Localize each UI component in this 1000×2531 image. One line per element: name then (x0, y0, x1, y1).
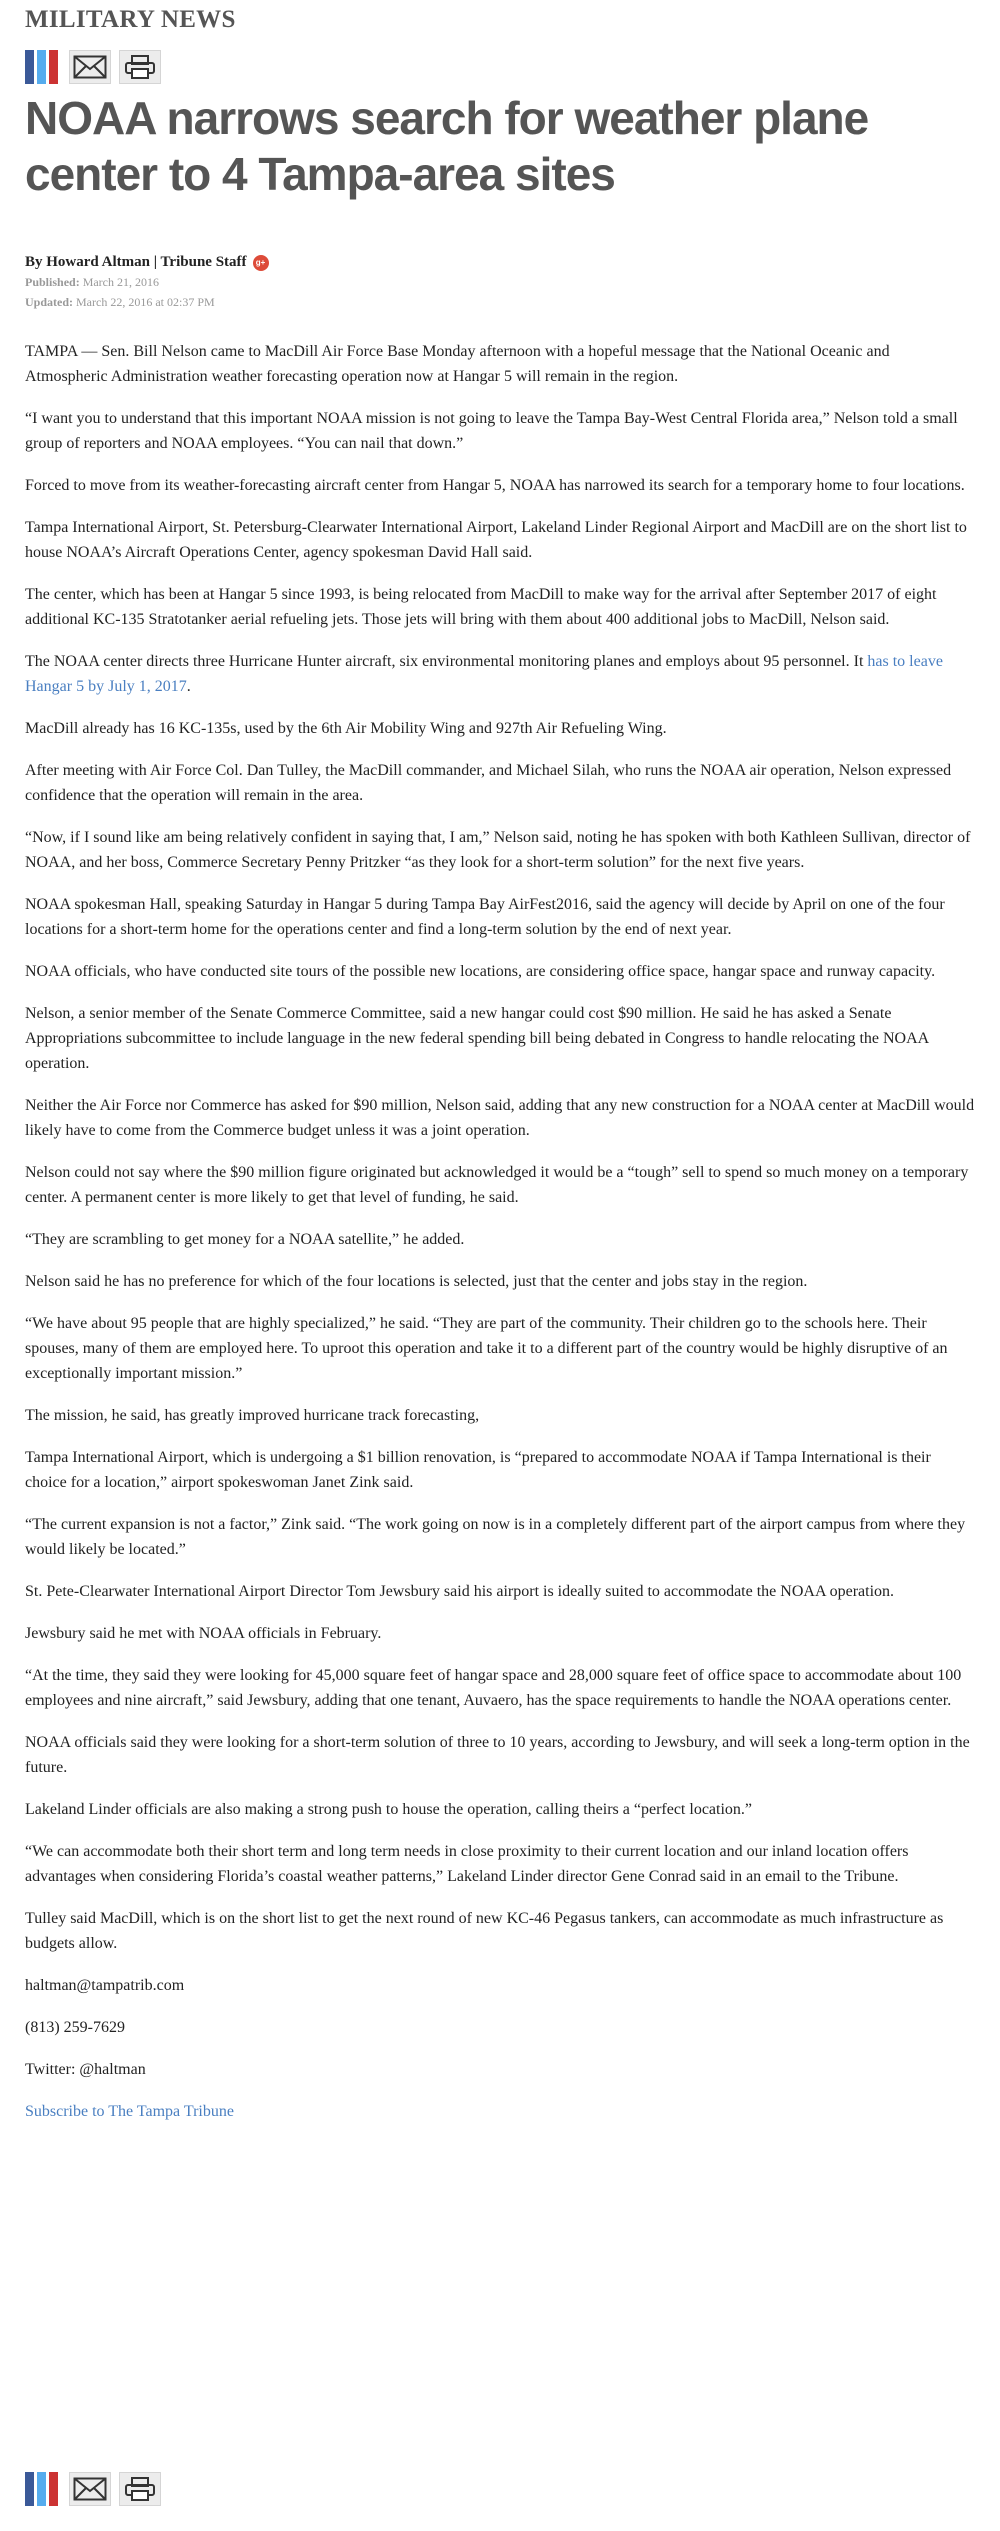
hangar-deadline-link[interactable]: has to leave Hangar 5 by July 1, 2017 (25, 653, 943, 695)
social-share-icon[interactable] (25, 2472, 61, 2506)
paragraph: Tampa International Airport, which is undergoing a $1 billion renovation, is “prepared to accommodate NOAA if Tampa International is their choice for a location,” airport spokeswoman Janet Zink said. (25, 1449, 931, 1491)
paragraph: “Now, if I sound like am being relatively confident in saying that, I am,” Nelson said, noting he has spoken with both Kathleen Sullivan, director of NOAA, and her boss, Commerce Secretary Penny Pritzker “as they look for a short-term solution” for the next five years. (25, 829, 971, 871)
google-plus-icon[interactable]: g+ (253, 255, 269, 271)
paragraph: The mission, he said, has greatly improved hurricane track forecasting, (25, 1407, 480, 1424)
paragraph: “We have about 95 people that are highly specialized,” he said. “They are part of the community. Their children go to the schools here. Their spouses, many of them are employed here. To uproot this operation and take it to a different part of the country would be highly disruptive of an exceptionally important mission.” (25, 1315, 948, 1382)
section-label: MILITARY NEWS (25, 6, 236, 33)
updated-date: Updated: March 22, 2016 at 02:37 PM (25, 295, 215, 309)
paragraph: NOAA officials said they were looking for a short-term solution of three to 10 years, according to Jewsbury, and will seek a long-term option in the future. (25, 1734, 970, 1776)
paragraph: “They are scrambling to get money for a NOAA satellite,” he added. (25, 1231, 465, 1248)
byline (25, 254, 269, 271)
paragraph: “The current expansion is not a factor,” Zink said. “The work going on now is in a completely different part of the airport campus from where they would likely be located.” (25, 1516, 966, 1558)
share-toolbar-top (25, 50, 161, 84)
mail-icon[interactable] (69, 2472, 111, 2506)
print-icon[interactable] (119, 2472, 161, 2506)
article-body (25, 339, 975, 2124)
paragraph: Tulley said MacDill, which is on the short list to get the next round of new KC-46 Pegasus tankers, can accommodate as much infrastructure as budgets allow. (25, 1910, 944, 1952)
author-email: haltman@tampatrib.com (25, 1977, 185, 1994)
paragraph: Nelson said he has no preference for which of the four locations is selected, just that the center and jobs stay in the region. (25, 1273, 808, 1290)
article-headline: NOAA narrows search for weather plane center to 4 Tampa-area sites (25, 92, 869, 200)
paragraph: Tampa International Airport, St. Petersburg-Clearwater International Airport, Lakeland Linder Regional Airport and MacDill are on the short list to house NOAA’s Aircraft Operations Center, agency spokesman David Hall said. (25, 519, 967, 561)
paragraph: “We can accommodate both their short term and long term needs in close proximity to their current location and our inland location offers advantages when considering Florida’s coastal weather patterns,” Lakeland Linder director Gene Conrad said in an email to the Tribune. (25, 1843, 909, 1885)
paragraph: Neither the Air Force nor Commerce has asked for $90 million, Nelson said, adding that any new construction for a NOAA center at MacDill would likely have to come from the Commerce budget unless it was a joint operation. (25, 1097, 975, 1139)
paragraph: St. Pete-Clearwater International Airport Director Tom Jewsbury said his airport is ideally suited to accommodate the NOAA operation. (25, 1583, 895, 1600)
author-twitter: Twitter: @haltman (25, 2061, 146, 2078)
byline-block (25, 254, 269, 311)
subscribe-link[interactable]: Subscribe to The Tampa Tribune (25, 2103, 234, 2120)
paragraph: The NOAA center directs three Hurricane Hunter aircraft, six environmental monitoring planes and employs about 95 personnel. It has to leave Hangar 5 by July 1, 2017. (25, 653, 943, 695)
paragraph: After meeting with Air Force Col. Dan Tulley, the MacDill commander, and Michael Silah, who runs the NOAA air operation, Nelson expressed confidence that the operation will remain in the area. (25, 762, 952, 804)
paragraph: The center, which has been at Hangar 5 since 1993, is being relocated from MacDill to make way for the arrival after September 2017 of eight additional KC-135 Stratotanker aerial refueling jets. Those jets will bring with them about 400 additional jobs to MacDill, Nelson said. (25, 586, 937, 628)
author-name: By Howard Altman | Tribune Staff (25, 254, 247, 270)
paragraph: TAMPA — Sen. Bill Nelson came to MacDill Air Force Base Monday afternoon with a hopeful message that the National Oceanic and Atmospheric Administration weather forecasting operation now at Hangar 5 will remain in the region. (25, 343, 890, 385)
paragraph: “I want you to understand that this important NOAA mission is not going to leave the Tampa Bay-West Central Florida area,” Nelson told a small group of reporters and NOAA employees. “You can nail that down.” (25, 410, 958, 452)
mail-icon[interactable] (69, 50, 111, 84)
paragraph: Jewsbury said he met with NOAA officials in February. (25, 1625, 382, 1642)
print-icon[interactable] (119, 50, 161, 84)
paragraph: “At the time, they said they were looking for 45,000 square feet of hangar space and 28,000 square feet of office space to accommodate about 100 employees and nine aircraft,” said Jewsbury, adding that one tenant, Auvaero, has the space requirements to handle the NOAA operations center. (25, 1667, 962, 1709)
social-share-icon[interactable] (25, 50, 61, 84)
paragraph: MacDill already has 16 KC-135s, used by the 6th Air Mobility Wing and 927th Air Refueling Wing. (25, 720, 667, 737)
paragraph: Nelson could not say where the $90 million figure originated but acknowledged it would be a “tough” sell to spend so much money on a temporary center. A permanent center is more likely to get that level of funding, he said. (25, 1164, 969, 1206)
share-toolbar-bottom (25, 2472, 161, 2506)
paragraph: Nelson, a senior member of the Senate Commerce Committee, said a new hangar could cost $90 million. He said he has asked a Senate Appropriations subcommittee to include language in the new federal spending bill being debated in Congress to handle relocating the NOAA operation. (25, 1005, 929, 1072)
published-date: Published: March 21, 2016 (25, 275, 160, 289)
paragraph: NOAA spokesman Hall, speaking Saturday in Hangar 5 during Tampa Bay AirFest2016, said the agency will decide by April on one of the four locations for a short-term home for the operations center and find a long-term solution by the end of next year. (25, 896, 945, 938)
paragraph: NOAA officials, who have conducted site tours of the possible new locations, are considering office space, hangar space and runway capacity. (25, 963, 936, 980)
author-phone: (813) 259-7629 (25, 2019, 125, 2036)
paragraph: Forced to move from its weather-forecasting aircraft center from Hangar 5, NOAA has narrowed its search for a temporary home to four locations. (25, 477, 965, 494)
paragraph: Lakeland Linder officials are also making a strong push to house the operation, calling theirs a “perfect location.” (25, 1801, 753, 1818)
